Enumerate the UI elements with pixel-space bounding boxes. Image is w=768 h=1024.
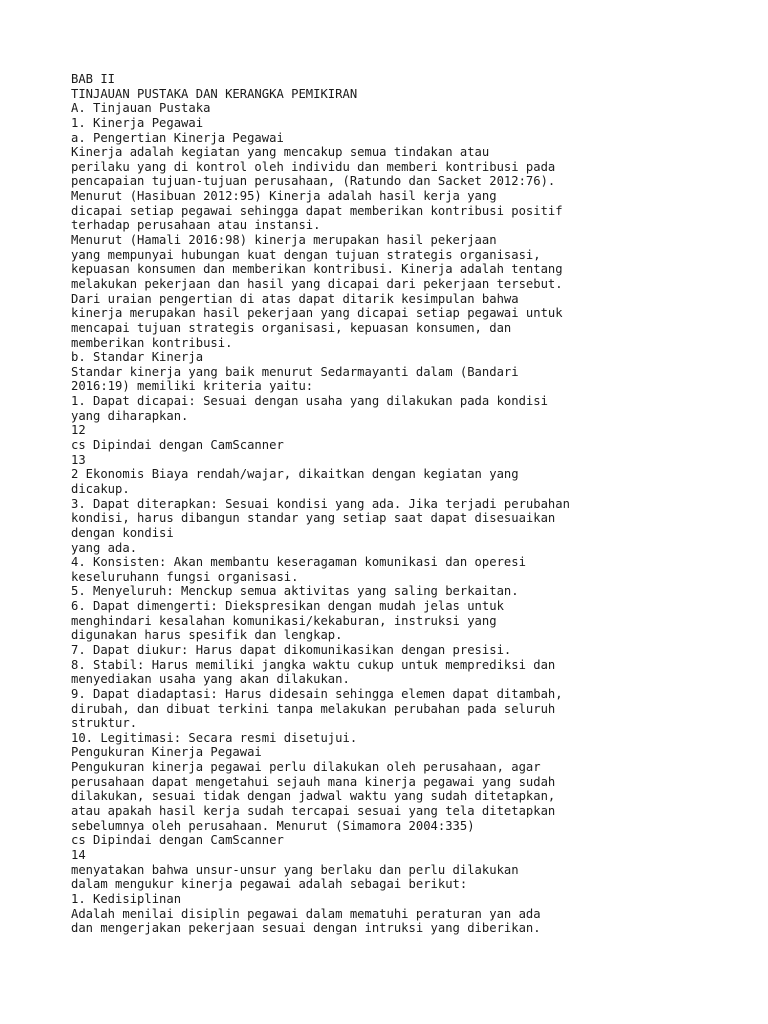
text-line: 8. Stabil: Harus memiliki jangka waktu cukup untuk memprediksi dan: [71, 657, 556, 672]
text-line: A. Tinjauan Pustaka: [71, 101, 211, 116]
text-line: Standar kinerja yang baik menurut Sedarmayanti dalam (Bandari: [71, 364, 519, 379]
text-line: atau apakah hasil kerja sudah tercapai sesuai yang tela ditetapkan: [71, 804, 556, 819]
text-line: 5. Menyeluruh: Menckup semua aktivitas yang saling berkaitan.: [71, 584, 519, 599]
text-line: 13: [71, 452, 86, 467]
text-line: yang ada.: [71, 540, 138, 555]
text-line: pencapaian tujuan-tujuan perusahaan, (Ratundo dan Sacket 2012:76).: [71, 174, 556, 189]
text-line: BAB II: [71, 72, 116, 86]
text-line: TINJAUAN PUSTAKA DAN KERANGKA PEMIKIRAN: [71, 86, 358, 101]
text-line: 14: [71, 847, 86, 862]
text-line: digunakan harus spesifik dan lengkap.: [71, 628, 343, 643]
text-line: Pengukuran Kinerja Pegawai: [71, 745, 262, 760]
text-line: sebelumnya oleh perusahaan. Menurut (Simamora 2004:335): [71, 818, 475, 833]
text-line: 3. Dapat diterapkan: Sesuai kondisi yang ada. Jika terjadi perubahan: [71, 496, 570, 511]
text-line: dicakup.: [71, 481, 130, 496]
text-line: menyatakan bahwa unsur-unsur yang berlaku dan perlu dilakukan: [71, 862, 519, 877]
text-line: perilaku yang di kontrol oleh individu dan memberi kontribusi pada: [71, 159, 556, 174]
text-line: Adalah menilai disiplin pegawai dalam mematuhi peraturan yan ada: [71, 906, 541, 921]
text-line: 2 Ekonomis Biaya rendah/wajar, dikaitkan dengan kegiatan yang: [71, 467, 519, 482]
document-page: [71, 72, 751, 936]
text-line: memberikan kontribusi.: [71, 335, 233, 350]
text-line: dalam mengukur kinerja pegawai adalah sebagai berikut:: [71, 877, 468, 892]
text-line: Menurut (Hamali 2016:98) kinerja merupakan hasil pekerjaan: [71, 233, 497, 248]
text-line: 2016:19) memiliki kriteria yaitu:: [71, 379, 314, 394]
text-line: yang diharapkan.: [71, 408, 189, 423]
text-line: menyediakan usaha yang akan dilakukan.: [71, 672, 350, 687]
text-line: dilakukan, sesuai tidak dengan jadwal waktu yang sudah ditetapkan,: [71, 789, 556, 804]
text-line: 1. Dapat dicapai: Sesuai dengan usaha yang dilakukan pada kondisi: [71, 394, 548, 409]
text-line: Kinerja adalah kegiatan yang mencakup semua tindakan atau: [71, 145, 490, 160]
text-line: dan mengerjakan pekerjaan sesuai dengan intruksi yang diberikan.: [71, 921, 541, 936]
text-line: cs Dipindai dengan CamScanner: [71, 833, 284, 848]
text-line: dicapai setiap pegawai sehingga dapat memberikan kontribusi positif: [71, 203, 563, 218]
text-line: kondisi, harus dibangun standar yang setiap saat dapat disesuaikan: [71, 511, 556, 526]
text-line: 7. Dapat diukur: Harus dapat dikomunikasikan dengan presisi.: [71, 642, 512, 657]
text-line: yang mempunyai hubungan kuat dengan tujuan strategis organisasi,: [71, 247, 541, 262]
text-line: cs Dipindai dengan CamScanner: [71, 438, 284, 453]
text-line: kepuasan konsumen dan memberikan kontribusi. Kinerja adalah tentang: [71, 262, 563, 277]
text-line: a. Pengertian Kinerja Pegawai: [71, 130, 284, 145]
text-line: Pengukuran kinerja pegawai perlu dilakukan oleh perusahaan, agar: [71, 760, 541, 775]
text-line: mencapai tujuan strategis organisasi, kepuasan konsumen, dan: [71, 320, 512, 335]
text-line: 10. Legitimasi: Secara resmi disetujui.: [71, 730, 358, 745]
text-line: 1. Kedisiplinan: [71, 891, 182, 906]
text-line: keseluruhann fungsi organisasi.: [71, 569, 299, 584]
text-line: Menurut (Hasibuan 2012:95) Kinerja adalah hasil kerja yang: [71, 189, 497, 204]
text-line: dengan kondisi: [71, 525, 174, 540]
text-line: kinerja merupakan hasil pekerjaan yang dicapai setiap pegawai untuk: [71, 306, 563, 321]
text-line: b. Standar Kinerja: [71, 350, 204, 365]
text-line: 6. Dapat dimengerti: Diekspresikan dengan mudah jelas untuk: [71, 599, 504, 614]
text-line: 4. Konsisten: Akan membantu keseragaman komunikasi dan operesi: [71, 555, 526, 570]
text-line: menghindari kesalahan komunikasi/kekaburan, instruksi yang: [71, 613, 497, 628]
text-line: dirubah, dan dibuat terkini tanpa melakukan perubahan pada seluruh: [71, 701, 556, 716]
text-line: terhadap perusahaan atau instansi.: [71, 218, 321, 233]
text-line: Dari uraian pengertian di atas dapat ditarik kesimpulan bahwa: [71, 291, 519, 306]
text-line: 9. Dapat diadaptasi: Harus didesain sehingga elemen dapat ditambah,: [71, 686, 563, 701]
text-line: struktur.: [71, 716, 138, 731]
text-line: melakukan pekerjaan dan hasil yang dicapai dari pekerjaan tersebut.: [71, 276, 563, 291]
text-line: 1. Kinerja Pegawai: [71, 115, 204, 130]
text-line: 12: [71, 423, 86, 438]
text-line: perusahaan dapat mengetahui sejauh mana kinerja pegawai yang sudah: [71, 774, 556, 789]
